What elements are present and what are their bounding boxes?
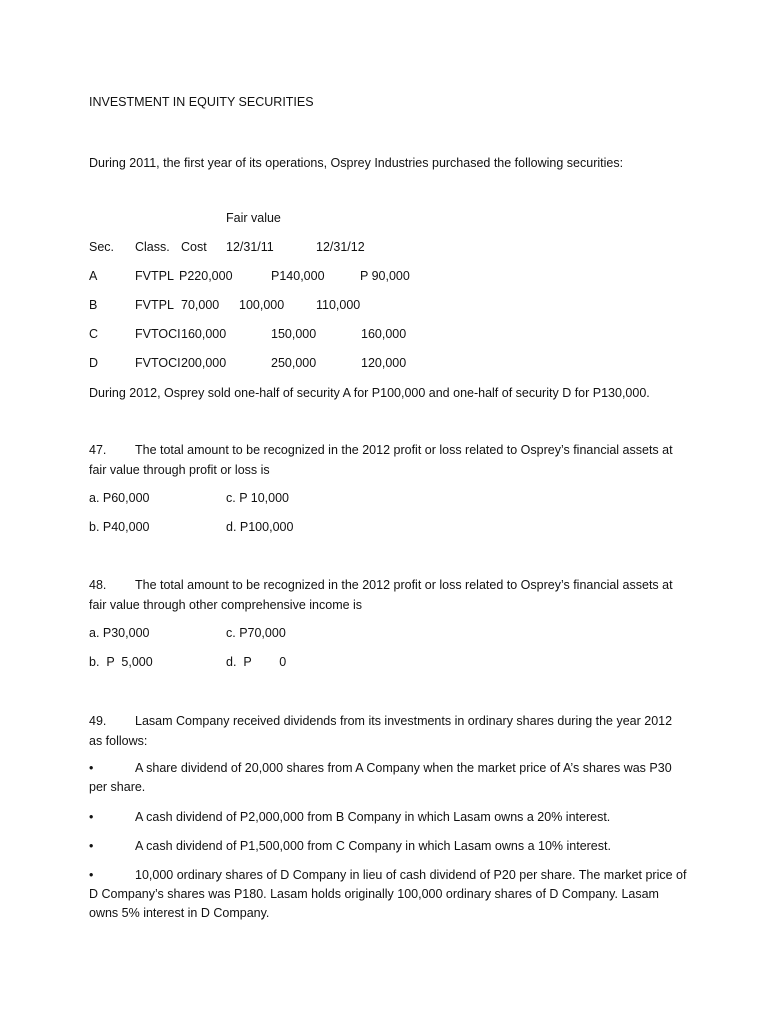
table-cell: 70,000 bbox=[181, 298, 220, 312]
list-item bbox=[89, 808, 689, 827]
table-cell: 110,000 bbox=[316, 298, 361, 312]
bullet-text: A cash dividend of P2,000,000 from B Company in which Lasam owns a 20% interest. bbox=[135, 810, 611, 824]
bullet-icon: • bbox=[89, 868, 94, 882]
bullet-icon: • bbox=[89, 810, 94, 824]
option-a: a. P60,000 bbox=[89, 491, 150, 505]
table-cell: A bbox=[89, 269, 98, 283]
bullet-text: A cash dividend of P1,500,000 from C Company in which Lasam owns a 10% interest. bbox=[135, 839, 611, 853]
table-cell: FVTOCI bbox=[135, 327, 181, 341]
table-group-header: Fair value bbox=[226, 211, 281, 225]
option-d: d. P100,000 bbox=[226, 520, 294, 534]
question-text: Lasam Company received dividends from its investments in ordinary shares during the year 2012 as follows: bbox=[89, 714, 673, 748]
question-number: 48. bbox=[89, 578, 107, 592]
list-item bbox=[89, 837, 689, 856]
option-a: a. P30,000 bbox=[89, 626, 150, 640]
option-b: b. P 5,000 bbox=[89, 655, 153, 669]
intro-paragraph: During 2011, the first year of its operations, Osprey Industries purchased the following securities: bbox=[89, 156, 624, 170]
table-cell: 100,000 bbox=[239, 298, 285, 312]
header-fv-2012: 12/31/12 bbox=[316, 240, 365, 254]
table-cell: FVTPL bbox=[135, 298, 174, 312]
option-d: d. P 0 bbox=[226, 655, 287, 669]
table-cell: 150,000 bbox=[271, 327, 317, 341]
table-cell: 200,000 bbox=[181, 356, 227, 370]
question-text: The total amount to be recognized in the 2012 profit or loss related to Osprey’s financial assets at fair value through other comprehensive income is bbox=[89, 578, 673, 612]
question-48 bbox=[89, 575, 679, 615]
question-47 bbox=[89, 440, 679, 480]
table-cell: 120,000 bbox=[361, 356, 407, 370]
table-row bbox=[0, 327, 768, 343]
header-fv-2011: 12/31/11 bbox=[226, 240, 274, 254]
table-cell: 250,000 bbox=[271, 356, 317, 370]
question-number: 49. bbox=[89, 714, 107, 728]
table-cell: FVTPL bbox=[135, 269, 174, 283]
table-cell: D bbox=[89, 356, 99, 370]
bullet-icon: • bbox=[89, 761, 94, 775]
bullet-icon: • bbox=[89, 839, 94, 853]
table-cell: 160,000 bbox=[181, 327, 227, 341]
list-item bbox=[89, 759, 689, 797]
document-title: INVESTMENT IN EQUITY SECURITIES bbox=[89, 95, 314, 109]
header-cost: Cost bbox=[181, 240, 207, 254]
sale-note: During 2012, Osprey sold one-half of security A for P100,000 and one-half of security D for P130,000. bbox=[89, 386, 650, 400]
table-cell: P140,000 bbox=[271, 269, 325, 283]
table-cell: C bbox=[89, 327, 99, 341]
bullet-text: 10,000 ordinary shares of D Company in lieu of cash dividend of P20 per share. The market price of D Company’s shares was P180. Lasam holds originally 100,000 ordinary shares of D Company. Lasam owns 5% interest in D Company. bbox=[89, 868, 687, 920]
list-item bbox=[89, 866, 689, 923]
table-row bbox=[0, 356, 768, 372]
bullet-text: A share dividend of 20,000 shares from A Company when the market price of A’s shares was P30 per share. bbox=[89, 761, 672, 794]
table-row bbox=[0, 269, 768, 285]
table-cell: P220,000 bbox=[179, 269, 233, 283]
table-cell: 160,000 bbox=[361, 327, 407, 341]
option-b: b. P40,000 bbox=[89, 520, 150, 534]
table-row bbox=[0, 298, 768, 314]
question-number: 47. bbox=[89, 443, 107, 457]
header-sec: Sec. bbox=[89, 240, 115, 254]
table-header-row bbox=[0, 240, 768, 256]
table-cell: P 90,000 bbox=[360, 269, 410, 283]
table-cell: B bbox=[89, 298, 98, 312]
question-49 bbox=[89, 711, 679, 751]
option-c: c. P 10,000 bbox=[226, 491, 290, 505]
header-class: Class. bbox=[135, 240, 170, 254]
option-c: c. P70,000 bbox=[226, 626, 286, 640]
question-text: The total amount to be recognized in the 2012 profit or loss related to Osprey’s financial assets at fair value through profit or loss is bbox=[89, 443, 673, 477]
table-cell: FVTOCI bbox=[135, 356, 181, 370]
